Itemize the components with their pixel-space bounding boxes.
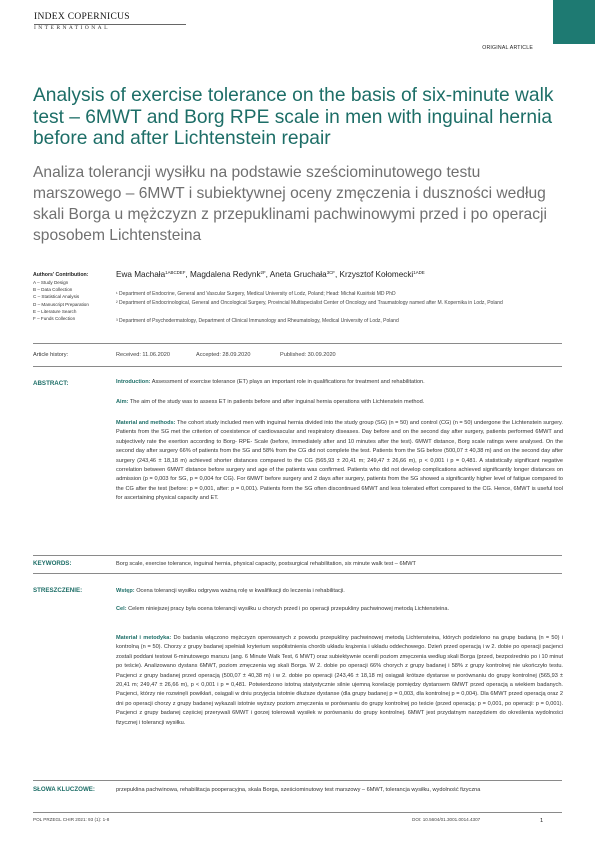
contribution-item: B – Data Collection bbox=[33, 287, 73, 293]
journal-logo: INDEX COPERNICUS bbox=[34, 12, 130, 22]
streszczenie-wstep bbox=[116, 587, 563, 596]
paragraph-lead: Introduction: bbox=[116, 379, 151, 385]
section-divider bbox=[33, 780, 562, 781]
contribution-item: A – Study Design bbox=[33, 280, 69, 285]
author-name: Ewa Machała bbox=[116, 270, 166, 279]
section-divider bbox=[33, 343, 562, 344]
affiliation-3: ³ Department of Psychodermatology, Department of Clinical Immunology and Rheumatology, Medical University of Lodz, Poland bbox=[116, 318, 399, 324]
author-list: Ewa Machała$^{1ABCDEF}$, Magdalena Redynk$^{2F}$, Aneta Gruchała$^{3CF}$, Krzysztof Kołomecki$^{1ADE}$ bbox=[116, 270, 425, 279]
title-polish: Analiza tolerancji wysiłku na podstawie sześciominutowego testu marszowego – 6MWT i subiektywnej oceny zmęczenia i duszności według skali Borga u mężczyzn z przepuklinami pachwinowymi przed i po operacji sposobem Lichtensteina bbox=[33, 164, 547, 244]
paragraph-lead: Material and methods: bbox=[116, 420, 176, 426]
article-type-label: ORIGINAL ARTICLE bbox=[482, 45, 533, 51]
section-divider bbox=[33, 812, 562, 813]
section-divider bbox=[33, 573, 562, 574]
paragraph-text: Assessment of exercise tolerance (ET) plays an important role in qualifications for treatment and rehabilitation. bbox=[150, 379, 425, 385]
paragraph-text: The cohort study included men with inguinal hernia divided into the study group (SG) (n = 50) and control (CG) (n = 50) undergone the Lichtenstein surgery. Patients from the SG met the criterion of coexistence of cardiovascular and respiratory diseases. Day before and on the second day after surgery, patients performed 6MWT and subjectively rate the exertion according to Borg- RPE- Scale (before, immediately after and 10 minutes after the test). 6MWT distance, Borg scale ratings were analysed. On the second day after surgery 66% of patients from the SG and 58% from the CG did not complete the test. Patients from the SG before (500,07 ± 40,38 m) and on the second day after surgery (243,46 ± 18,18 m) achieved shorter distances compared to the CG (565,93 ± 20,41 m; 249,47 ± 26,66 m), p < 0,001 i p = 0,481. A statistically significant negative correlation between 6MWT distance before surgery and age of the patients was confirmed. Patients who did not develop complications achieved significantly longer distances on admission (p = 0,003 for SG, p = 0,004 for CG). For 6MWT before surgery and 2 days after surgery, patients from the SG showed a significantly higher level of fatigue compared to the CG after the test (before: p = 0,001, after: p = 0,001). Patients form the SG often discontinued 6MWT and less tolerated effort compared to the CG. Hence, 6MWT is useful tool for ascertaining physical capacity and ET. bbox=[116, 420, 563, 502]
article-history-label: Article history: bbox=[33, 352, 69, 358]
abstract-label: ABSTRACT: bbox=[33, 380, 69, 387]
streszczenie-cel bbox=[116, 605, 563, 614]
author-name: Aneta Gruchała bbox=[269, 270, 327, 279]
paragraph-text: The aim of the study was to assess ET in patients before and after inguinal hernia operations with Lichtenstein method. bbox=[128, 399, 425, 405]
slowa-kluczowe-text: przepuklina pachwinowa, rehabilitacja pooperacyjna, skala Borga, sześciominutowy test marszowy – 6MWT, tolerancja wysiłku, wydolność fizyczna bbox=[116, 787, 481, 793]
accepted-date: Accepted: 28.09.2020 bbox=[196, 352, 251, 358]
streszczenie-label: STRESZCZENIE: bbox=[33, 587, 83, 594]
contribution-item: D – Manuscript Preparation bbox=[33, 301, 89, 307]
doi: DOI: 10.5604/01.3001.0014.4307 bbox=[412, 817, 481, 822]
keywords-label: KEYWORDS: bbox=[33, 560, 72, 567]
author-name: Krzysztof Kołomecki bbox=[339, 270, 414, 279]
author-affiliation-marker: 2F bbox=[260, 270, 266, 275]
received-date: Received: 11.06.2020 bbox=[116, 352, 171, 358]
page-number: 1 bbox=[540, 818, 544, 824]
paragraph-lead: Cel: bbox=[116, 606, 127, 612]
affiliation-1: ¹ Department of Endocrine, General and Vascular Surgery, Medical University of Lodz, Poland; Head: Michał Kusiński MD PhD bbox=[116, 291, 396, 297]
contribution-item: E – Literature Search bbox=[33, 308, 77, 314]
paragraph-text: Ocena tolerancji wysiłku odgrywa ważną rolę w kwalifikacji do leczenia i rehabilitacji. bbox=[134, 588, 345, 594]
section-divider bbox=[33, 366, 562, 367]
journal-citation: POL PRZEGL CHIR 2021: 93 (1): 1-8 bbox=[33, 817, 110, 822]
abstract-methods bbox=[116, 419, 563, 504]
keywords-text: Borg scale, exercise tolerance, inguinal hernia, physical capacity, postsurgical rehabilitation, six minute walk test – 6MWT bbox=[116, 561, 416, 567]
author-name: Magdalena Redynk bbox=[189, 270, 261, 279]
paragraph-lead: Materiał i metodyka: bbox=[116, 635, 172, 641]
contribution-item: F – Funds Collection bbox=[33, 316, 76, 322]
paragraph-lead: Wstęp: bbox=[116, 588, 135, 594]
paragraph-text: Do badania włączono mężczyzn operowanych z powodu przepukliny pachwinowej metodą Lichtensteina, których podzielono na grupę badaną (n = 50) i kontrolną (n = 50). Chorzy z grupy badanej spełniali kryterium współistnienia chorób układu krążenia i układu oddechowego. Dzień przed operacją i w 2. dobie po operacji pacjenci zostali poddani testowi 6-minutowego marszu (ang. 6 Minute Walk Test, 6 MWT) oraz subiektywnie ocenili poziom zmęczenia według skali Borga (przed, bezpośrednio po i 10 minut po teście). Analizowano dystans 6MWT, poziom zmęczenia wg skali Borga. W 2. dobie po operacji 66% chorych z grupy badanej i 58% z grupy kontrolnej nie ukończyło testu. Pacjenci z grupy badanej przed operacją (500,07 ± 40,38 m) i w 2. dobie po operacji (243,46 ± 18,18 m) osiągali krótsze dystanse w porównaniu do grupy kontrolnej (565,93 ± 20,41 m; 249,47 ± 26,66 m), p < 0,001 i p = 0,481. Potwierdzono istotną statystycznie silnie ujemną korelację pomiędzy dystansem 6MWT przed operacją a wiekiem badanych. Pacjenci, którzy nie rozwinęli powikłań, osiągali w dniu przyjęcia istotnie dłuższe dystanse (dla grupy badanej p = 0,003, dla kontrolnej p = 0,004). Dla 6MWT przed operacją oraz 2 dni po operacji chorzy z grupy badanej wykazali istotnie wyższy poziom zmęczenia w porównaniu do grupy kontrolnej po teście (przed operacją: p = 0,001, po operacji: p = 0,001). Pacjenci z grupy badanej częściej przerywali 6MWT i gorzej tolerowali wysiłek w porównaniu do grupy kontrolnej. 6MWT jest przydatnym narzędziem do określenia wydolności fizycznej i tolerancji wysiłku. bbox=[116, 635, 564, 726]
author-affiliation-marker: 3CF bbox=[326, 270, 335, 275]
journal-logo-subtitle: INTERNATIONAL bbox=[34, 25, 110, 31]
paragraph-text: Celem niniejszej pracy była ocena tolerancji wysiłku u chorych przed i po operacji przepukliny pachwinowej metodą Lichtensteina. bbox=[126, 606, 450, 612]
author-affiliation-marker: 1ABCDEF bbox=[165, 270, 186, 275]
title-english: Analysis of exercise tolerance on the basis of six-minute walk test – 6MWT and Borg RPE scale in men with inguinal hernia before and after Lichtenstein repair bbox=[33, 85, 554, 150]
contribution-item: C – Statistical Analysis bbox=[33, 294, 80, 300]
author-affiliation-marker: 1ADE bbox=[413, 270, 425, 275]
paragraph-lead: Aim: bbox=[116, 399, 129, 405]
header-color-band bbox=[553, 0, 595, 44]
abstract-introduction bbox=[116, 378, 563, 387]
streszczenie-metodyka bbox=[116, 634, 563, 728]
contributions-heading: Authors' Contribution: bbox=[33, 272, 89, 278]
slowa-kluczowe-label: SŁOWA KLUCZOWE: bbox=[33, 786, 95, 793]
contributions-list bbox=[33, 279, 113, 322]
abstract-aim bbox=[116, 398, 563, 407]
affiliation-2: ² Department of Endocrinological, General and Oncological Surgery, Provincial Multispecialist Center of Oncology and Traumatology named after M. Kopernika in Lodz, Poland bbox=[116, 300, 503, 306]
section-divider bbox=[33, 555, 562, 556]
published-date: Published: 30.09.2020 bbox=[280, 352, 336, 358]
